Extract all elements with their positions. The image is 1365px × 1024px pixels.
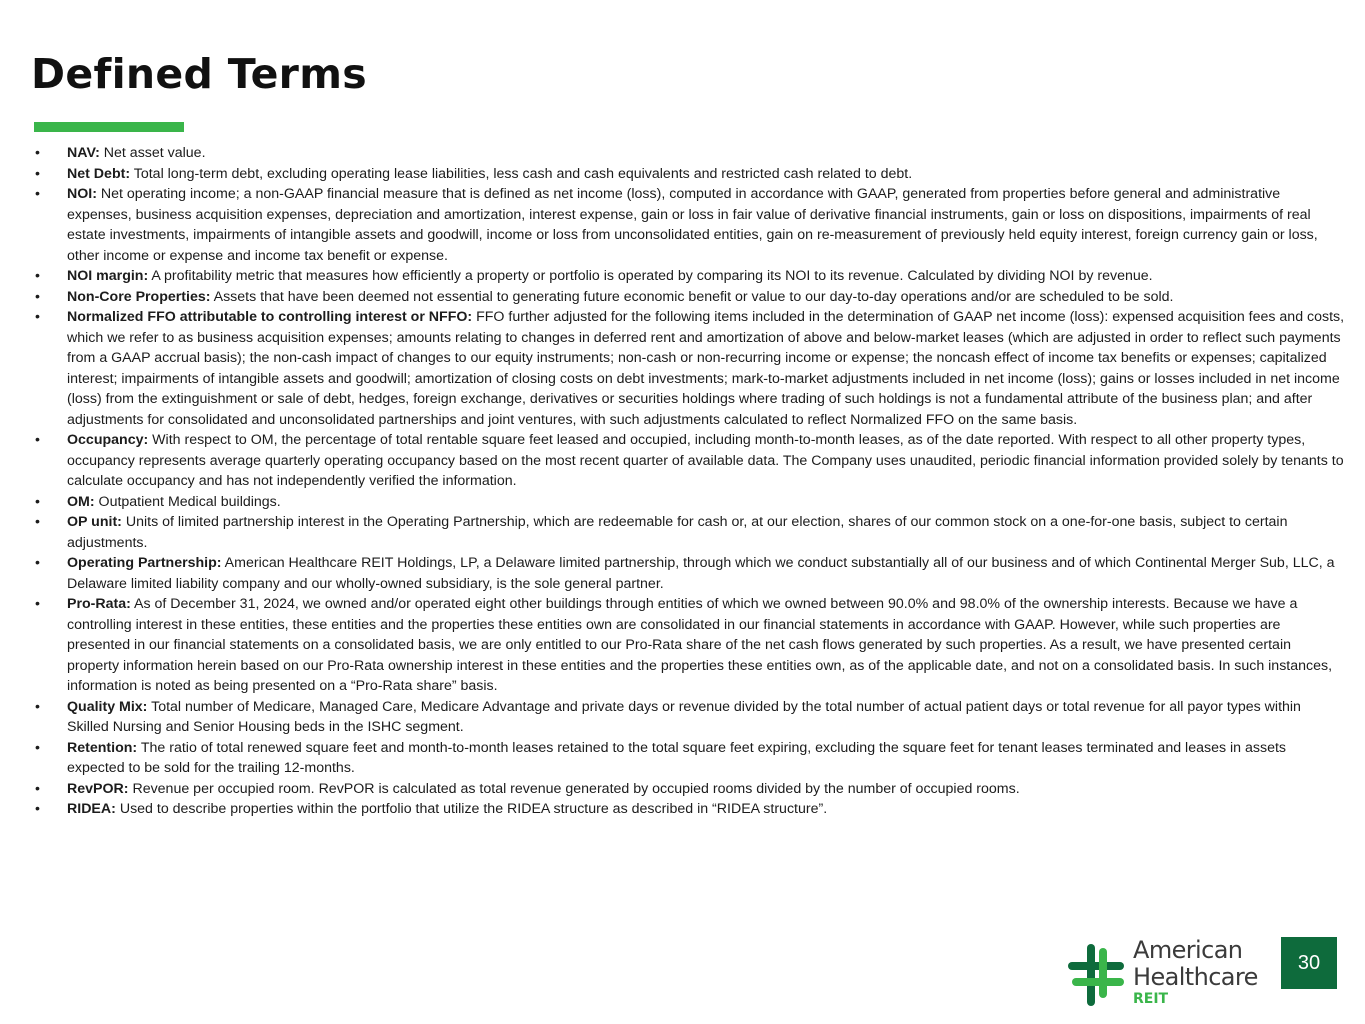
list-item: [35, 430, 1345, 492]
company-logo: [1066, 935, 1266, 1015]
defined-terms-list: [35, 143, 1345, 820]
term-name: Normalized FFO attributable to controlling interest or NFFO:: [67, 309, 473, 325]
list-item: [35, 553, 1345, 594]
bullet: •: [35, 493, 40, 510]
cross-logo-icon: [1066, 942, 1128, 1008]
bullet: •: [35, 555, 40, 571]
page-number: 30: [1281, 937, 1337, 989]
bullet: •: [35, 596, 40, 612]
list-item: [35, 143, 1345, 164]
term-definition: Outpatient Medical buildings.: [94, 493, 281, 510]
term-name: NOI:: [67, 186, 97, 202]
term-name: Pro-Rata:: [67, 596, 131, 612]
list-item: [35, 738, 1345, 779]
bullet: •: [35, 309, 40, 325]
term-name: Retention:: [67, 739, 138, 756]
bullet: •: [35, 780, 40, 797]
term-definition: Units of limited partnership interest in the Operating Partnership, which are redeemable for cash or, at our election, shares of our common stock on a one-for-one basis, subject to certain adjustments.: [67, 514, 1288, 551]
term-definition: The ratio of total renewed square feet and month-to-month leases retained to the total square feet expiring, excluding the square feet for tenant leases terminated and leases in assets expected to be sold for the trailing 12-months.: [67, 739, 1286, 776]
term-name: NAV:: [67, 145, 100, 161]
term-definition: A profitability metric that measures how efficiently a property or portfolio is operated by comparing its NOI to its revenue. Calculated by dividing NOI by revenue.: [148, 268, 1153, 284]
list-item: [35, 594, 1345, 697]
title-accent-bar: [34, 122, 184, 132]
list-item: [35, 697, 1345, 738]
list-item: [35, 307, 1345, 430]
term-definition: As of December 31, 2024, we owned and/or operated eight other buildings through entities of which we owned between 90.0% and 98.0% of the ownership interests. Because we have a controlling interest in these entities, these entities and the properties these entities own are consolidated in our financial statements in accordance with GAAP. However, while such properties are presented in our financial statements on a consolidated basis, we are only entitled to our Pro-Rata share of the net cash flows generated by such properties. As a result, we have presented certain property information herein based on our Pro-Rata ownership interest in these entities and the properties these entities own, as of the applicable date, and not on a consolidated basis. In such instances, information is noted as being presented on a “Pro-Rata share” basis.: [67, 596, 1333, 694]
list-item: [35, 779, 1345, 800]
bullet: •: [35, 268, 40, 284]
term-name: NOI margin:: [67, 268, 149, 284]
logo-line-1: American: [1133, 936, 1243, 964]
term-definition: American Healthcare REIT Holdings, LP, a Delaware limited partnership, through which we conduct substantially all of our business and of which Continental Merger Sub, LLC, a Delaware limited liability company and our wholly-owned subsidiary, is the sole general partner.: [67, 555, 1335, 592]
term-name: OP unit:: [67, 514, 122, 530]
list-item: [35, 266, 1345, 287]
term-definition: Assets that have been deemed not essential to generating future economic benefit or value to our day-to-day operations and/or are scheduled to be sold.: [210, 288, 1174, 305]
term-definition: Used to describe properties within the portfolio that utilize the RIDEA structure as described in “RIDEA structure”.: [115, 801, 828, 817]
term-name: Quality Mix:: [67, 698, 148, 715]
list-item: [35, 287, 1345, 308]
term-name: Non-Core Properties:: [67, 288, 211, 305]
logo-line-3: REIT: [1133, 991, 1169, 1007]
list-item: [35, 512, 1345, 553]
logo-line-2: Healthcare: [1133, 963, 1258, 991]
term-definition: Total number of Medicare, Managed Care, Medicare Advantage and private days or revenue divided by the total number of actual patient days or total revenue for all payor types within Skilled Nursing and Senior Housing beds in the ISHC segment.: [67, 698, 1301, 735]
term-definition: Net asset value.: [99, 145, 206, 161]
list-item: [35, 164, 1345, 185]
bullet: •: [35, 145, 40, 161]
bullet: •: [35, 514, 40, 530]
list-item: [35, 492, 1345, 513]
bullet: •: [35, 432, 40, 448]
bullet: •: [35, 739, 40, 756]
term-name: OM:: [67, 493, 95, 510]
bullet: •: [35, 186, 40, 202]
term-name: RevPOR:: [67, 780, 129, 797]
term-name: Net Debt:: [67, 165, 131, 182]
term-name: Occupancy:: [67, 432, 149, 448]
bullet: •: [35, 288, 40, 305]
term-definition: With respect to OM, the percentage of total rentable square feet leased and occupied, including month-to-month leases, as of the date reported. With respect to all other property types, occupancy represents average quarterly operating occupancy based on the most recent quarter of available data. The Company uses unaudited, periodic financial information provided solely by tenants to calculate occupancy and has not independently verified the information.: [67, 432, 1344, 489]
list-item: [35, 799, 1345, 820]
bullet: •: [35, 165, 40, 182]
term-definition: Total long-term debt, excluding operating lease liabilities, less cash and cash equivalents and restricted cash related to debt.: [130, 165, 913, 182]
term-definition: Revenue per occupied room. RevPOR is calculated as total revenue generated by occupied rooms divided by the number of occupied rooms.: [128, 780, 1020, 797]
term-definition: Net operating income; a non-GAAP financial measure that is defined as net income (loss), computed in accordance with GAAP, generated from properties before general and administrative expenses, business acquisition expenses, depreciation and amortization, interest expense, gain or loss in fair value of derivative financial instruments, gain or loss on dispositions, impairments of real estate investments, impairments of intangible assets and goodwill, income or loss from unconsolidated entities, gain on re-measurement of previously held equity interest, foreign currency gain or loss, other income or expense and income tax benefit or expense.: [67, 186, 1318, 264]
bullet: •: [35, 801, 40, 817]
list-item: [35, 184, 1345, 266]
term-name: Operating Partnership:: [67, 555, 222, 571]
page-title: Defined Terms: [31, 50, 367, 98]
bullet: •: [35, 698, 40, 715]
term-name: RIDEA:: [67, 801, 116, 817]
term-definition: FFO further adjusted for the following items included in the determination of GAAP net income (loss): expensed acquisition fees and costs, which we refer to as business acquisition expenses; amounts relating to changes in deferred rent and amortization of above and below-market leases (which are adjusted in order to reflect such payments from a GAAP accrual basis); the non-cash impact of changes to our equity instruments; non-cash or non-recurring income or expense; the noncash effect of income tax benefits or expenses; capitalized interest; impairments of intangible assets and goodwill; amortization of closing costs on debt investments; mark-to-market adjustments included in net income (loss); gains or losses included in net income (loss) from the extinguishment or sale of debt, hedges, foreign exchange, derivatives or securities holdings where trading of such holdings is not a fundamental attribute of the business plan; and after adjustments for consolidated and unconsolidated partnerships and joint ventures, with such adjustments calculated to reflect Normalized FFO on the same basis.: [67, 309, 1345, 428]
